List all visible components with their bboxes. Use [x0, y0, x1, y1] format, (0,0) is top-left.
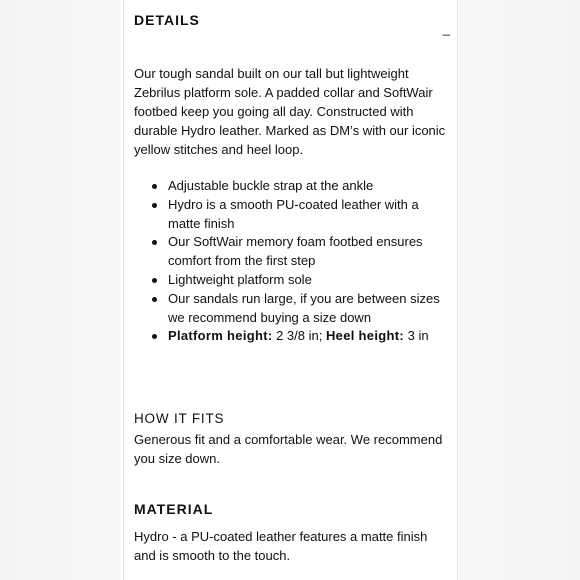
collapse-minus-icon[interactable]: _ [442, 21, 450, 36]
product-details-panel [123, 0, 458, 580]
list-item: Adjustable buckle strap at the ankle [134, 177, 452, 196]
list-item: Hydro is a smooth PU-coated leather with a matte finish [134, 196, 452, 234]
material-body: Hydro - a PU-coated leather features a matte finish and is smooth to the touch. [134, 529, 428, 563]
material-title: MATERIAL [134, 501, 214, 517]
platform-height-value: 2 3/8 in; [276, 328, 323, 344]
platform-height-label: Platform height: [168, 328, 273, 344]
details-section-header[interactable] [134, 12, 452, 36]
heel-height-label: Heel height: [325, 328, 404, 344]
how-it-fits-body: Generous fit and a comfortable wear. We recommend you size down. [134, 432, 443, 466]
details-description: Our tough sandal built on our tall but lightweight Zebrilus platform sole. A padded collar and SoftWair footbed keep you going all day. Constructed with durable Hydro leather. Marked as DM’s with our iconic yellow stitches and heel loop. [134, 66, 446, 157]
list-item: Our SoftWair memory foam footbed ensures comfort from the first step [134, 233, 452, 271]
details-bullet-list [134, 177, 452, 346]
list-item-heights [134, 327, 452, 346]
details-title: DETAILS [134, 12, 200, 28]
heel-height-value: 3 in [407, 328, 429, 344]
how-it-fits-title: HOW IT FITS [134, 411, 225, 426]
list-item: Lightweight platform sole [134, 271, 452, 290]
list-item: Our sandals run large, if you are between sizes we recommend buying a size down [134, 290, 452, 328]
